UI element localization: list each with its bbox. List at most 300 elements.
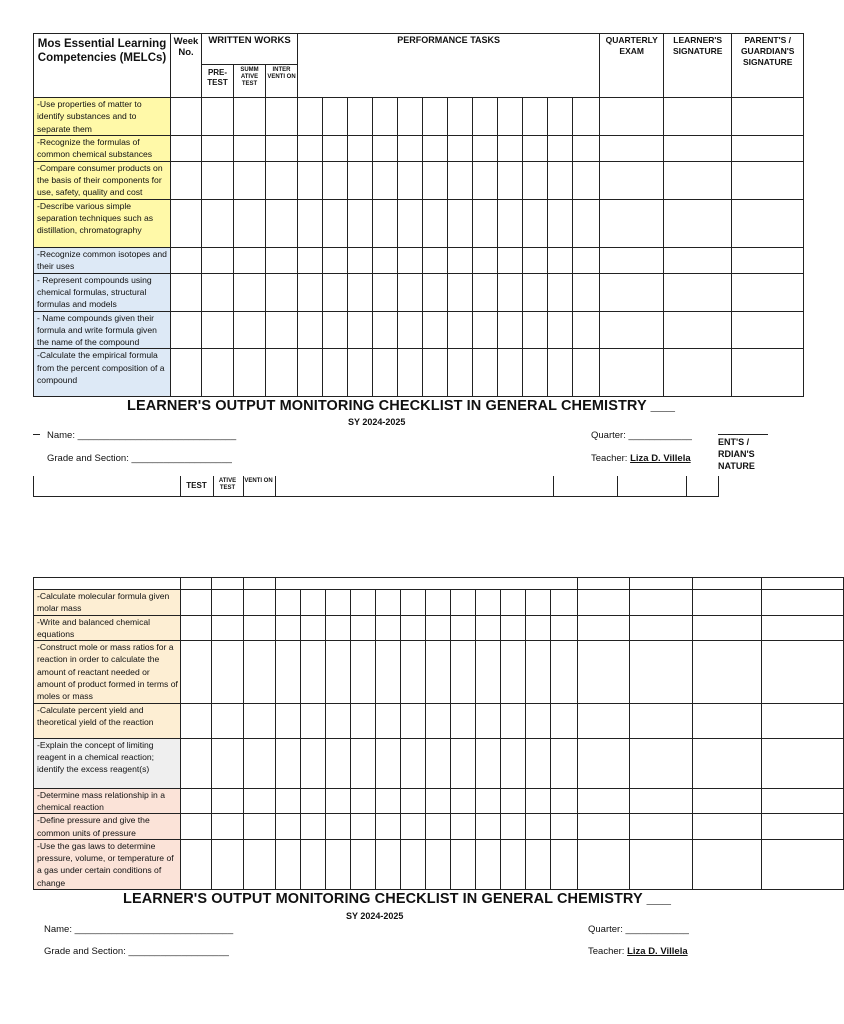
blank-cell (348, 349, 373, 397)
blank-cell (578, 814, 630, 840)
blank-cell (348, 273, 373, 311)
blank-cell (762, 590, 844, 616)
blank-cell (448, 199, 473, 247)
blank-cell (276, 738, 301, 788)
blank-cell (181, 788, 212, 814)
blank-cell (401, 641, 426, 703)
blank-cell (762, 578, 844, 590)
blank-cell (476, 590, 501, 616)
blank-cell (526, 788, 551, 814)
blank-cell (244, 814, 276, 840)
blank-cell (473, 136, 498, 162)
blank-cell (630, 578, 693, 590)
blank-cell (326, 641, 351, 703)
melc-cell: -Construct mole or mass ratios for a reaction in order to calculate the amount of reactant needed or amount of product formed in terms of moles or mass (34, 641, 181, 703)
blank-cell (451, 703, 476, 738)
blank-cell (401, 788, 426, 814)
blank-cell (476, 738, 501, 788)
blank-cell (212, 641, 244, 703)
blank-cell (34, 578, 181, 590)
blank-cell (501, 788, 526, 814)
blank-cell (234, 98, 266, 136)
blank-cell (276, 578, 578, 590)
blank-cell (373, 311, 398, 349)
blank-cell (298, 247, 323, 273)
blank-cell (573, 136, 600, 162)
teacher-label: Teacher: (591, 453, 628, 464)
school-year: SY 2024-2025 (346, 911, 404, 921)
blank-cell (498, 98, 523, 136)
blank-cell (323, 161, 348, 199)
blank-cell (426, 703, 451, 738)
blank-cell (171, 311, 202, 349)
blank-cell (664, 199, 732, 247)
melc-cell: -Calculate molecular formula given molar mass (34, 590, 181, 616)
blank-cell (498, 199, 523, 247)
blank-cell (664, 98, 732, 136)
blank-cell (664, 136, 732, 162)
blank-cell (473, 349, 498, 397)
blank-cell (301, 590, 326, 616)
blank-cell (523, 247, 548, 273)
blank-cell (578, 738, 630, 788)
blank-cell (398, 247, 423, 273)
blank-cell (448, 273, 473, 311)
blank-cell (423, 199, 448, 247)
blank-cell (212, 738, 244, 788)
blank-cell (326, 788, 351, 814)
blank-cell (298, 199, 323, 247)
blank-cell (398, 136, 423, 162)
fragment-test: TEST (186, 481, 207, 490)
blank-cell (373, 349, 398, 397)
blank-cell (212, 788, 244, 814)
divider (33, 434, 40, 435)
blank-cell (501, 641, 526, 703)
blank-cell (323, 98, 348, 136)
blank-cell (501, 814, 526, 840)
blank-cell (762, 641, 844, 703)
blank-cell (526, 839, 551, 889)
blank-cell (476, 703, 501, 738)
blank-cell (423, 247, 448, 273)
blank-cell (244, 641, 276, 703)
blank-cell (266, 349, 298, 397)
blank-cell (376, 738, 401, 788)
blank-cell (600, 273, 664, 311)
written-works-header: WRITTEN WORKS (202, 34, 298, 65)
blank-cell (326, 615, 351, 641)
checklist-title: LEARNER'S OUTPUT MONITORING CHECKLIST IN GENERAL CHEMISTRY ___ (123, 891, 672, 907)
blank-cell (548, 136, 573, 162)
melc-cell: -Explain the concept of limiting reagent in a chemical reaction; identify the excess reagent(s) (34, 738, 181, 788)
blank-cell (426, 590, 451, 616)
blank-cell (212, 590, 244, 616)
blank-cell (373, 247, 398, 273)
blank-cell (398, 311, 423, 349)
blank-cell (578, 615, 630, 641)
blank-cell (376, 703, 401, 738)
blank-cell (548, 98, 573, 136)
blank-cell (202, 98, 234, 136)
blank-cell (234, 273, 266, 311)
blank-cell (448, 349, 473, 397)
blank-cell (298, 311, 323, 349)
blank-cell (234, 199, 266, 247)
blank-cell (732, 98, 804, 136)
name-field: Name: ______________________________ (44, 924, 234, 935)
blank-cell (348, 311, 373, 349)
blank-cell (351, 615, 376, 641)
summative-test-header: SUMM ATIVE TEST (234, 65, 266, 98)
blank-cell (276, 703, 301, 738)
blank-cell (373, 161, 398, 199)
blank-cell (181, 615, 212, 641)
blank-cell (551, 615, 578, 641)
blank-cell (202, 199, 234, 247)
blank-cell (476, 788, 501, 814)
blank-cell (664, 161, 732, 199)
blank-cell (693, 788, 762, 814)
blank-cell (573, 161, 600, 199)
blank-cell (451, 738, 476, 788)
blank-cell (351, 788, 376, 814)
blank-cell (693, 839, 762, 889)
blank-cell (693, 814, 762, 840)
blank-cell (351, 814, 376, 840)
quarter-field: Quarter: ____________ (588, 924, 689, 935)
blank-cell (498, 136, 523, 162)
blank-cell (498, 161, 523, 199)
blank-cell (181, 839, 212, 889)
fragment-ative-test: ATIVE TEST (218, 478, 237, 491)
blank-cell (348, 199, 373, 247)
blank-cell (451, 814, 476, 840)
learner-signature-header: LEARNER'S SIGNATURE (664, 34, 732, 98)
blank-cell (301, 814, 326, 840)
blank-cell (573, 273, 600, 311)
blank-cell (476, 814, 501, 840)
blank-cell (348, 247, 373, 273)
grade-section-field: Grade and Section: ___________________ (44, 946, 229, 957)
blank-cell (351, 738, 376, 788)
blank-cell (498, 311, 523, 349)
blank-cell (664, 273, 732, 311)
blank-cell (323, 199, 348, 247)
blank-cell (181, 590, 212, 616)
blank-cell (401, 703, 426, 738)
melc-cell: -Compare consumer products on the basis of their components for use, safety, quality and cost (34, 161, 171, 199)
blank-cell (181, 578, 212, 590)
blank-cell (526, 703, 551, 738)
blank-cell (630, 839, 693, 889)
blank-cell (276, 839, 301, 889)
blank-cell (373, 98, 398, 136)
blank-cell (212, 578, 244, 590)
blank-cell (551, 814, 578, 840)
blank-cell (298, 273, 323, 311)
parent-signature-header: PARENT'S / GUARDIAN'S SIGNATURE (732, 34, 804, 98)
blank-cell (426, 788, 451, 814)
blank-cell (630, 703, 693, 738)
blank-cell (326, 738, 351, 788)
blank-cell (526, 590, 551, 616)
blank-cell (234, 136, 266, 162)
blank-cell (398, 98, 423, 136)
blank-cell (578, 839, 630, 889)
blank-cell (501, 839, 526, 889)
blank-cell (398, 161, 423, 199)
blank-cell (323, 247, 348, 273)
melc-cell: - Name compounds given their formula and write formula given the name of the compound (34, 311, 171, 349)
fragment-venti-on: VENTI ON (244, 478, 273, 484)
blank-cell (244, 590, 276, 616)
teacher-name: Liza D. Villela (630, 453, 691, 464)
blank-cell (276, 641, 301, 703)
blank-cell (448, 311, 473, 349)
blank-cell (448, 136, 473, 162)
blank-cell (732, 247, 804, 273)
blank-cell (732, 311, 804, 349)
blank-cell (762, 839, 844, 889)
blank-cell (498, 273, 523, 311)
blank-cell (551, 738, 578, 788)
blank-cell (573, 98, 600, 136)
blank-cell (551, 590, 578, 616)
blank-cell (323, 136, 348, 162)
blank-cell (376, 788, 401, 814)
blank-cell (244, 578, 276, 590)
blank-cell (373, 136, 398, 162)
blank-cell (501, 615, 526, 641)
blank-cell (181, 703, 212, 738)
grade-section-field: Grade and Section: ___________________ (47, 453, 232, 464)
blank-cell (693, 738, 762, 788)
blank-cell (548, 273, 573, 311)
blank-cell (426, 814, 451, 840)
blank-cell (501, 590, 526, 616)
blank-cell (301, 703, 326, 738)
parent-signature-overflow: ENT'S / RDIAN'S NATURE (718, 437, 755, 471)
blank-cell (171, 161, 202, 199)
blank-cell (401, 738, 426, 788)
blank-cell (266, 98, 298, 136)
blank-cell (426, 738, 451, 788)
blank-cell (171, 273, 202, 311)
blank-cell (244, 615, 276, 641)
blank-cell (323, 273, 348, 311)
blank-cell (373, 199, 398, 247)
blank-cell (181, 738, 212, 788)
blank-cell (401, 839, 426, 889)
checklist-title: LEARNER'S OUTPUT MONITORING CHECKLIST IN GENERAL CHEMISTRY ___ (127, 398, 676, 414)
melc-cell: -Define pressure and give the common units of pressure (34, 814, 181, 840)
blank-cell (548, 311, 573, 349)
blank-cell (451, 615, 476, 641)
blank-cell (630, 641, 693, 703)
blank-cell (181, 814, 212, 840)
blank-cell (202, 349, 234, 397)
melc-cell: - Represent compounds using chemical formulas, structural formulas and models (34, 273, 171, 311)
blank-cell (326, 839, 351, 889)
blank-cell (348, 136, 373, 162)
blank-cell (398, 349, 423, 397)
blank-cell (171, 98, 202, 136)
blank-cell (523, 136, 548, 162)
blank-cell (376, 590, 401, 616)
blank-cell (600, 247, 664, 273)
blank-cell (526, 814, 551, 840)
blank-cell (423, 161, 448, 199)
blank-cell (551, 788, 578, 814)
blank-cell (526, 615, 551, 641)
blank-cell (266, 161, 298, 199)
blank-cell (630, 590, 693, 616)
blank-cell (351, 641, 376, 703)
blank-cell (473, 161, 498, 199)
melc-cell: -Calculate the empirical formula from the percent composition of a compound (34, 349, 171, 397)
blank-cell (376, 814, 401, 840)
blank-cell (578, 788, 630, 814)
blank-cell (376, 615, 401, 641)
blank-cell (473, 311, 498, 349)
blank-cell (693, 615, 762, 641)
blank-cell (448, 247, 473, 273)
blank-cell (578, 590, 630, 616)
blank-cell (423, 136, 448, 162)
blank-cell (473, 273, 498, 311)
blank-cell (348, 161, 373, 199)
blank-cell (630, 615, 693, 641)
blank-cell (762, 788, 844, 814)
blank-cell (548, 349, 573, 397)
blank-cell (762, 615, 844, 641)
blank-cell (630, 814, 693, 840)
blank-cell (298, 136, 323, 162)
blank-cell (573, 199, 600, 247)
blank-cell (266, 311, 298, 349)
blank-cell (476, 615, 501, 641)
melc-cell: -Recognize common isotopes and their uses (34, 247, 171, 273)
blank-cell (523, 161, 548, 199)
blank-cell (551, 703, 578, 738)
blank-cell (423, 98, 448, 136)
melc-cell: -Use the gas laws to determine pressure, volume, or temperature of a gas under certain conditions of change (34, 839, 181, 889)
blank-cell (351, 839, 376, 889)
blank-cell (171, 136, 202, 162)
blank-cell (276, 590, 301, 616)
blank-cell (234, 247, 266, 273)
blank-cell (181, 641, 212, 703)
blank-cell (600, 349, 664, 397)
teacher-label: Teacher: (588, 946, 625, 957)
blank-cell (202, 247, 234, 273)
blank-cell (732, 199, 804, 247)
blank-cell (578, 641, 630, 703)
blank-cell (426, 839, 451, 889)
blank-cell (202, 136, 234, 162)
blank-cell (202, 311, 234, 349)
blank-cell (498, 247, 523, 273)
blank-cell (476, 641, 501, 703)
blank-cell (523, 349, 548, 397)
blank-cell (526, 641, 551, 703)
blank-cell (401, 615, 426, 641)
blank-cell (762, 814, 844, 840)
blank-cell (266, 199, 298, 247)
blank-cell (266, 247, 298, 273)
blank-cell (501, 703, 526, 738)
teacher-name: Liza D. Villela (627, 946, 688, 957)
melc-cell: -Write and balanced chemical equations (34, 615, 181, 641)
melc-table-2 (33, 577, 844, 890)
blank-cell (762, 703, 844, 738)
blank-cell (448, 161, 473, 199)
blank-cell (202, 161, 234, 199)
blank-cell (212, 814, 244, 840)
blank-cell (423, 311, 448, 349)
blank-cell (548, 161, 573, 199)
blank-cell (451, 839, 476, 889)
blank-cell (298, 98, 323, 136)
blank-cell (548, 199, 573, 247)
blank-cell (664, 311, 732, 349)
blank-cell (326, 703, 351, 738)
blank-cell (301, 615, 326, 641)
blank-cell (212, 839, 244, 889)
blank-cell (573, 247, 600, 273)
school-year: SY 2024-2025 (348, 417, 406, 427)
blank-cell (476, 839, 501, 889)
blank-cell (451, 590, 476, 616)
blank-cell (498, 349, 523, 397)
pre-test-header: PRE-TEST (202, 65, 234, 98)
melc-cell: -Recognize the formulas of common chemical substances (34, 136, 171, 162)
blank-cell (551, 641, 578, 703)
blank-cell (376, 839, 401, 889)
melcs-column-header: Mos Essential Learning Competencies (MELCs) (34, 34, 171, 98)
blank-cell (423, 273, 448, 311)
blank-cell (351, 703, 376, 738)
blank-cell (578, 703, 630, 738)
melc-table-1 (33, 33, 804, 397)
blank-cell (630, 788, 693, 814)
blank-cell (401, 590, 426, 616)
blank-cell (548, 247, 573, 273)
blank-cell (298, 161, 323, 199)
blank-cell (301, 641, 326, 703)
blank-cell (426, 641, 451, 703)
melc-cell: -Use properties of matter to identify substances and to separate them (34, 98, 171, 136)
blank-cell (348, 98, 373, 136)
blank-cell (473, 98, 498, 136)
blank-cell (398, 273, 423, 311)
blank-cell (693, 703, 762, 738)
blank-cell (266, 273, 298, 311)
blank-cell (600, 311, 664, 349)
divider (718, 434, 768, 435)
blank-cell (301, 839, 326, 889)
melc-cell: -Describe various simple separation techniques such as distillation, chromatography (34, 199, 171, 247)
blank-cell (234, 161, 266, 199)
blank-cell (451, 788, 476, 814)
blank-cell (276, 814, 301, 840)
blank-cell (323, 311, 348, 349)
blank-cell (298, 349, 323, 397)
blank-cell (171, 247, 202, 273)
blank-cell (171, 199, 202, 247)
blank-cell (244, 738, 276, 788)
